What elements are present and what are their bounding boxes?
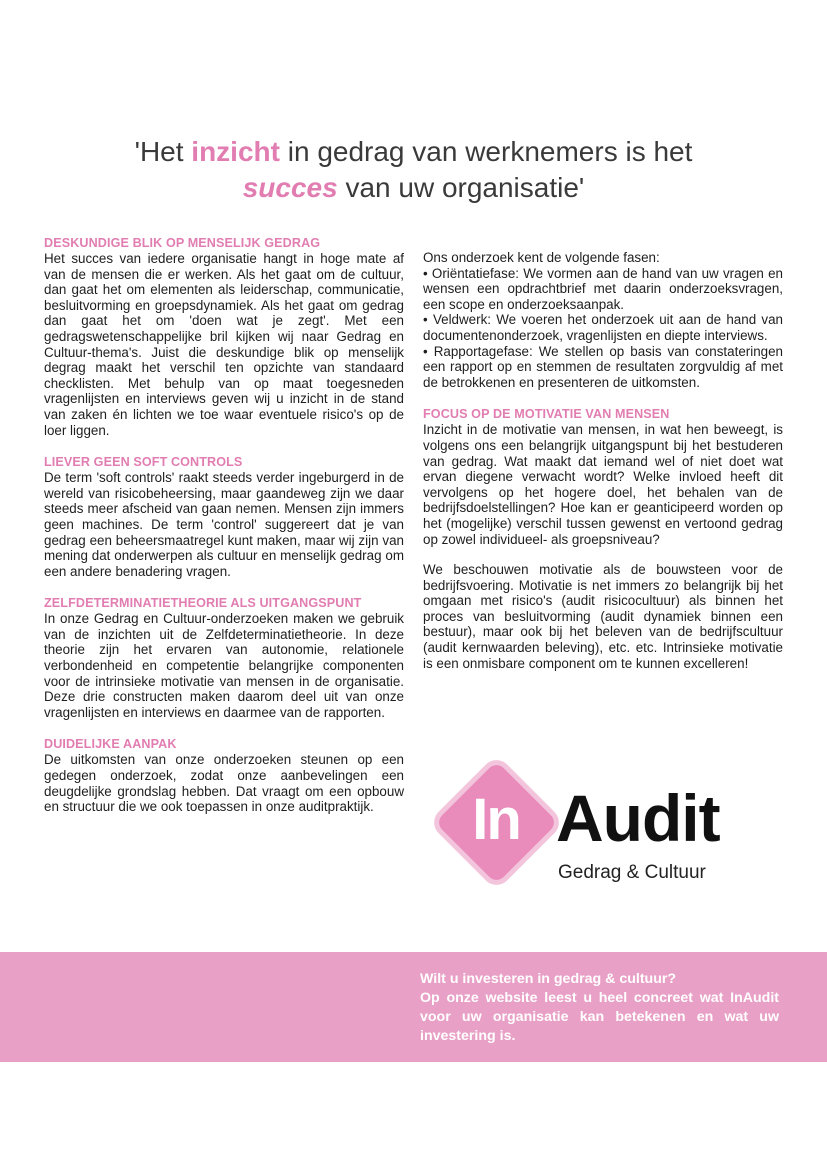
right-column bbox=[423, 250, 783, 688]
section-motivatie bbox=[423, 407, 783, 671]
section-text: Het succes van iedere organisatie hangt in hoge mate af van de mensen die er werken. Als het gaat om de cultuur, dan gaat het om elementen als leiderschap, communicatie, besluitvorming en groepsdynamiek. Als het gaat om gedrag dan gaat het om 'doen wat je zegt'. Met een gedragswetenschappelijke bril kijken wij naar Gedrag en Cultuur-thema's. Juist die deskundige blik op menselijk degrag maakt het verschil ten opzichte van standaard checklisten. Met behulp van op maat toegesneden vragenlijsten en interviews geven wij u inzicht in de stand van zaken én lichten we toe waar eventuele risico's op de loer liggen. bbox=[44, 251, 404, 438]
section-heading: DUIDELIJKE AANPAK bbox=[44, 737, 177, 752]
footer-question: Wilt u investeren in gedrag & cultuur? bbox=[420, 971, 677, 987]
title-line-2: succes van uw organisatie' bbox=[242, 172, 585, 203]
logo-audit-text: Audit bbox=[556, 781, 720, 855]
phase-item: • Oriëntatiefase: We vormen aan de hand van uw vragen en wensen een opdrachtbrief met daarin onderzoeksvragen, een scope en onderzoeksaanpak. bbox=[423, 265, 783, 312]
section-fasen bbox=[423, 250, 783, 390]
title-emphasis-succes: succes bbox=[242, 172, 338, 203]
section-duidelijke-aanpak bbox=[44, 737, 404, 814]
section-heading: DESKUNDIGE BLIK OP MENSELIJK GEDRAG bbox=[44, 236, 321, 250]
footer-banner bbox=[0, 952, 827, 1062]
footer-body: Op onze website leest u heel concreet wat InAudit voor uw organisatie kan betekenen en wat uw investering is. bbox=[420, 990, 779, 1044]
section-text: We beschouwen motivatie als de bouwsteen voor de bedrijfsvoering. Motivatie is net immers zo belangrijk bij het omgaan met risico's (audit risicocultuur) als binnen het proces van besluitvorming (audit dynamiek binnen een bestuur), maar ook bij het beleven van de bedrijfscultuur (audit kernwaarden beleving), etc. etc. Intrinsieke motivatie is een onmisbare component om te kunnen excelleren! bbox=[423, 562, 783, 671]
section-heading: FOCUS OP DE MOTIVATIE VAN MENSEN bbox=[423, 407, 670, 422]
section-text: In onze Gedrag en Cultuur-onderzoeken maken we gebruik van de inzichten uit de Zelfdeterminatietheorie. In deze theorie zijn het ervaren van autonomie, relationele verbondenheid en competentie belangrijke componenten voor de intrinsieke motivatie van mensen in de organisatie. Deze drie constructen maken daarom deel uit van onze vragenlijsten en interviews en daarmee van de rapporten. bbox=[44, 611, 404, 720]
phases-intro: Ons onderzoek kent de volgende fasen: bbox=[423, 250, 660, 265]
phase-item: • Rapportagefase: We stellen op basis van constateringen een rapport op en stemmen de resultaten zorgvuldig af met de betrokkenen en presenteren de uitkomsten. bbox=[423, 343, 783, 390]
section-zelfdeterminatietheorie bbox=[44, 596, 404, 720]
logo-tagline: Gedrag & Cultuur bbox=[558, 862, 706, 883]
section-heading: ZELFDETERMINATIETHEORIE ALS UITGANGSPUNT bbox=[44, 596, 362, 611]
section-text: De term 'soft controls' raakt steeds verder ingeburgerd in de wereld van risicobeheersing, maar gaandeweg zijn we daar steeds meer afscheid van gaan nemen. Mensen zijn immers geen machines. De term 'control' suggereert dat je van gedrag een beheersmaatregel kunt maken, maar wij zijn van mening dat onderwerpen als cultuur en menselijk gedrag om een andere benadering vragen. bbox=[44, 470, 404, 579]
section-text: Inzicht in de motivatie van mensen, in wat hen beweegt, is volgens ons een belangrijk uitgangspunt bij het bestuderen van gedrag. Wat maakt dat iemand wel of niet doet wat ervan diegene verwacht wordt? Welke invloed heeft dit vervolgens op het hogere doel, het behalen van de bedrijfsdoelstellingen? Hoe kan er geanticipeerd worden op het (mogelijke) verschil tussen gewenst en vertoond gedrag op zowel individueel- als groepsniveau? bbox=[423, 422, 783, 547]
title-emphasis-inzicht: inzicht bbox=[191, 136, 280, 167]
section-soft-controls bbox=[44, 455, 404, 579]
section-deskundige-blik bbox=[44, 236, 404, 438]
page-title bbox=[0, 134, 827, 206]
left-column bbox=[44, 236, 404, 832]
phase-item: • Veldwerk: We voeren het onderzoek uit aan de hand van documentenonderzoek, vragenlijsten en diepte interviews. bbox=[423, 312, 783, 343]
footer-text bbox=[420, 970, 779, 1046]
section-text: De uitkomsten van onze onderzoeken steunen op een gedegen onderzoek, zodat onze aanbevelingen een deugdelijke grondslag hebben. Dat vraagt om een opbouw en structuur die we ook toepassen in onze auditpraktijk. bbox=[44, 752, 404, 815]
inaudit-logo bbox=[434, 760, 774, 890]
section-heading: LIEVER GEEN SOFT CONTROLS bbox=[44, 455, 243, 470]
logo-in-text: In bbox=[472, 787, 520, 852]
title-line-1: 'Het inzicht in gedrag van werknemers is het bbox=[134, 136, 693, 167]
paragraph-gap bbox=[423, 547, 783, 562]
